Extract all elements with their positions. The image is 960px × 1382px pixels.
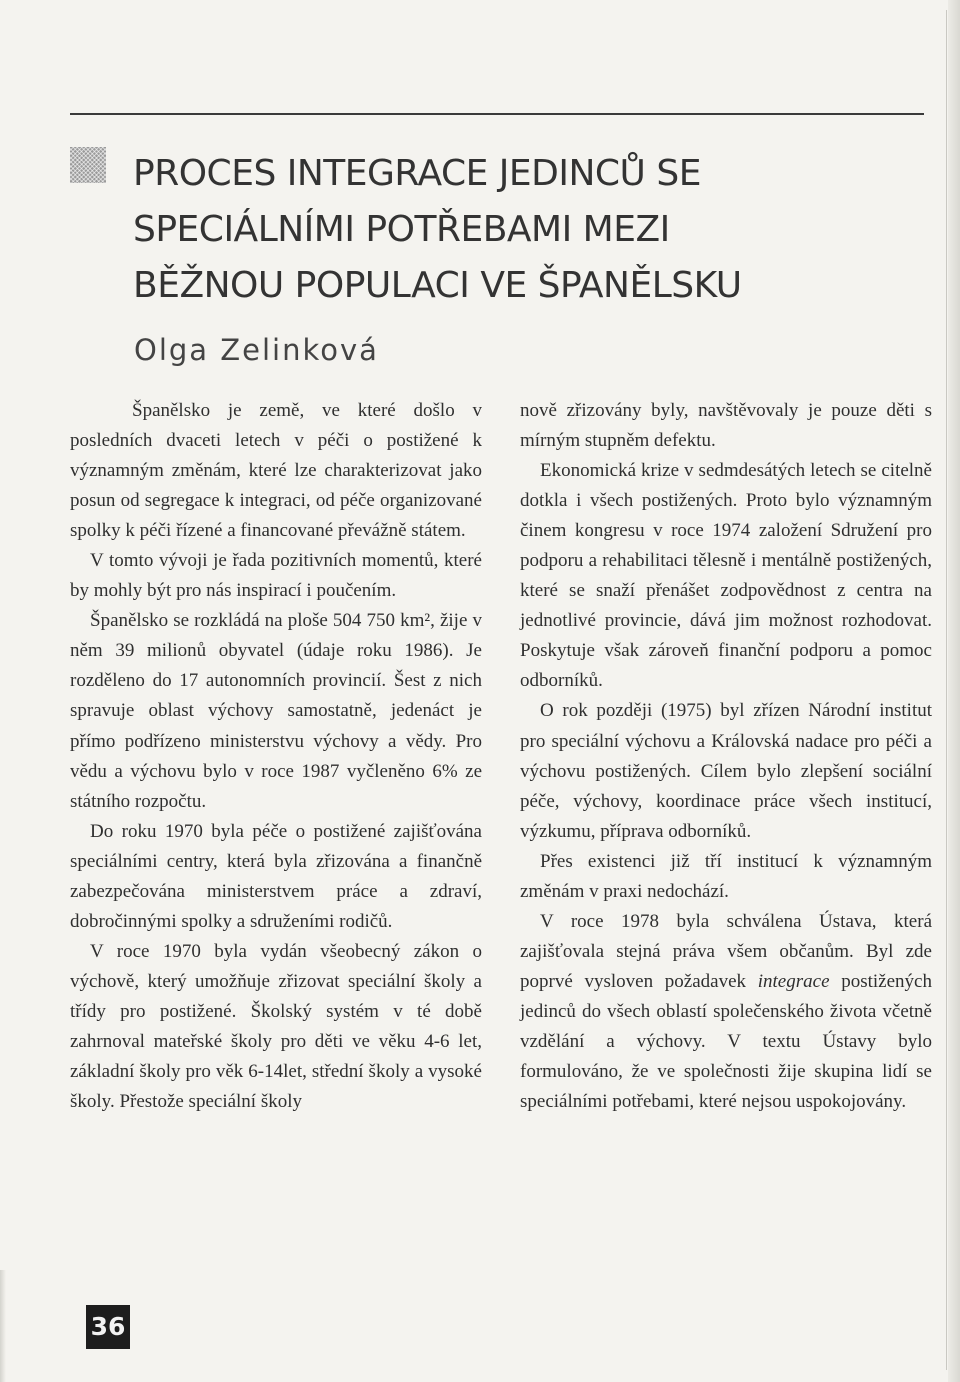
paragraph: O rok později (1975) byl zřízen Národní institut pro speciální výchovu a Královská nadace pro péči a výchovu postižených. Cílem bylo zlepšení sociální péče, výchovy, koordinace práce všech institucí, výzkumu, příprava odborníků. [520,700,932,842]
title-line-3: BĚŽNOU POPULACI VE ŠPANĚLSKU [133,265,742,306]
article-author: Olga Zelinková [134,333,379,367]
paragraph: V tomto vývoji je řada pozitivních momentů, které by mohly být pro nás inspirací i poučením. [70,550,482,602]
scan-shadow [0,1270,6,1382]
emphasis-text: integrace [757,970,830,992]
paragraph: V roce 1970 byla vydán všeobecný zákon o výchově, který umožňuje zřizovat speciální školy a třídy pro postižené. Školský systém v té době zahrnoval mateřské školy pro děti ve věku 4-6 let, základní školy pro věk 6-14let, střední školy a vysoké školy. Přestože speciální školy [70,940,482,1113]
text-column-right [520,396,932,1117]
paragraph: Do roku 1970 byla péče o postižené zajišťována speciálními centry, která byla zřizována a finančně zabezpečována ministerstvem práce a zdraví, dobročinnými spolky a sdruženími rodičů. [70,820,482,932]
paragraph-text: V roce 1978 byla schválena Ústava, která zajišťovala stejná práva všem občanům. Byl zde poprvé vysloven požadavek [520,910,932,992]
page-edge-line [946,10,947,1370]
paragraph: Ekonomická krize v sedmdesátých letech se citelně dotkla i všech postižených. Proto bylo významným činem kongresu v roce 1974 založení Sdružení pro podporu a rehabilitaci tělesně i mentálně postižených, které se snaží přenášet zodpovědnost z centra na jednotlivé provincie, dává jim možnost rozhodovat. Poskytuje však zároveň finanční podporu a pomoc odborníků. [520,460,932,692]
header-rule [70,113,924,115]
article-title [133,146,893,314]
title-line-1: PROCES INTEGRACE JEDINCŮ SE [133,153,701,194]
paragraph: Přes existenci již tří institucí k významným změnám v praxi nedochází. [520,850,932,902]
paragraph-continuation: nově zřizovány byly, navštěvovaly je pouze děti s mírným stupněm defektu. [520,400,932,452]
title-marker-square [70,147,106,183]
page-edge [948,0,960,1382]
text-column-left [70,396,482,1117]
paragraph-text: postižených jedinců do všech oblastí společenského života včetně vzdělání a výchovy. V textu Ústavy bylo formulováno, že ve společnosti žije skupina lidí se speciálními potřebami, které nejsou uspokojovány. [520,970,932,1113]
page-number: 36 [86,1305,130,1349]
title-line-2: SPECIÁLNÍMI POTŘEBAMI MEZI [133,209,670,250]
paragraph: Španělsko je země, ve které došlo v posledních dvaceti letech v péči o postižené k významným změnám, které lze charakterizovat jako posun od segregace k integraci, od péče organizované spolky k péči řízené a financované převážně státem. [70,400,482,542]
paragraph [520,907,932,1117]
paragraph: Španělsko se rozkládá na ploše 504 750 km², žije v něm 39 milionů obyvatel (údaje roku 1986). Je rozděleno do 17 autonomních provincií. Šest z nich spravuje oblast výchovy samostatně, jedenáct je přímo podřízeno ministerstvu výchovy a vědy. Pro vědu a výchovu bylo v roce 1987 vyčleněno 6% ze státního rozpočtu. [70,610,482,812]
